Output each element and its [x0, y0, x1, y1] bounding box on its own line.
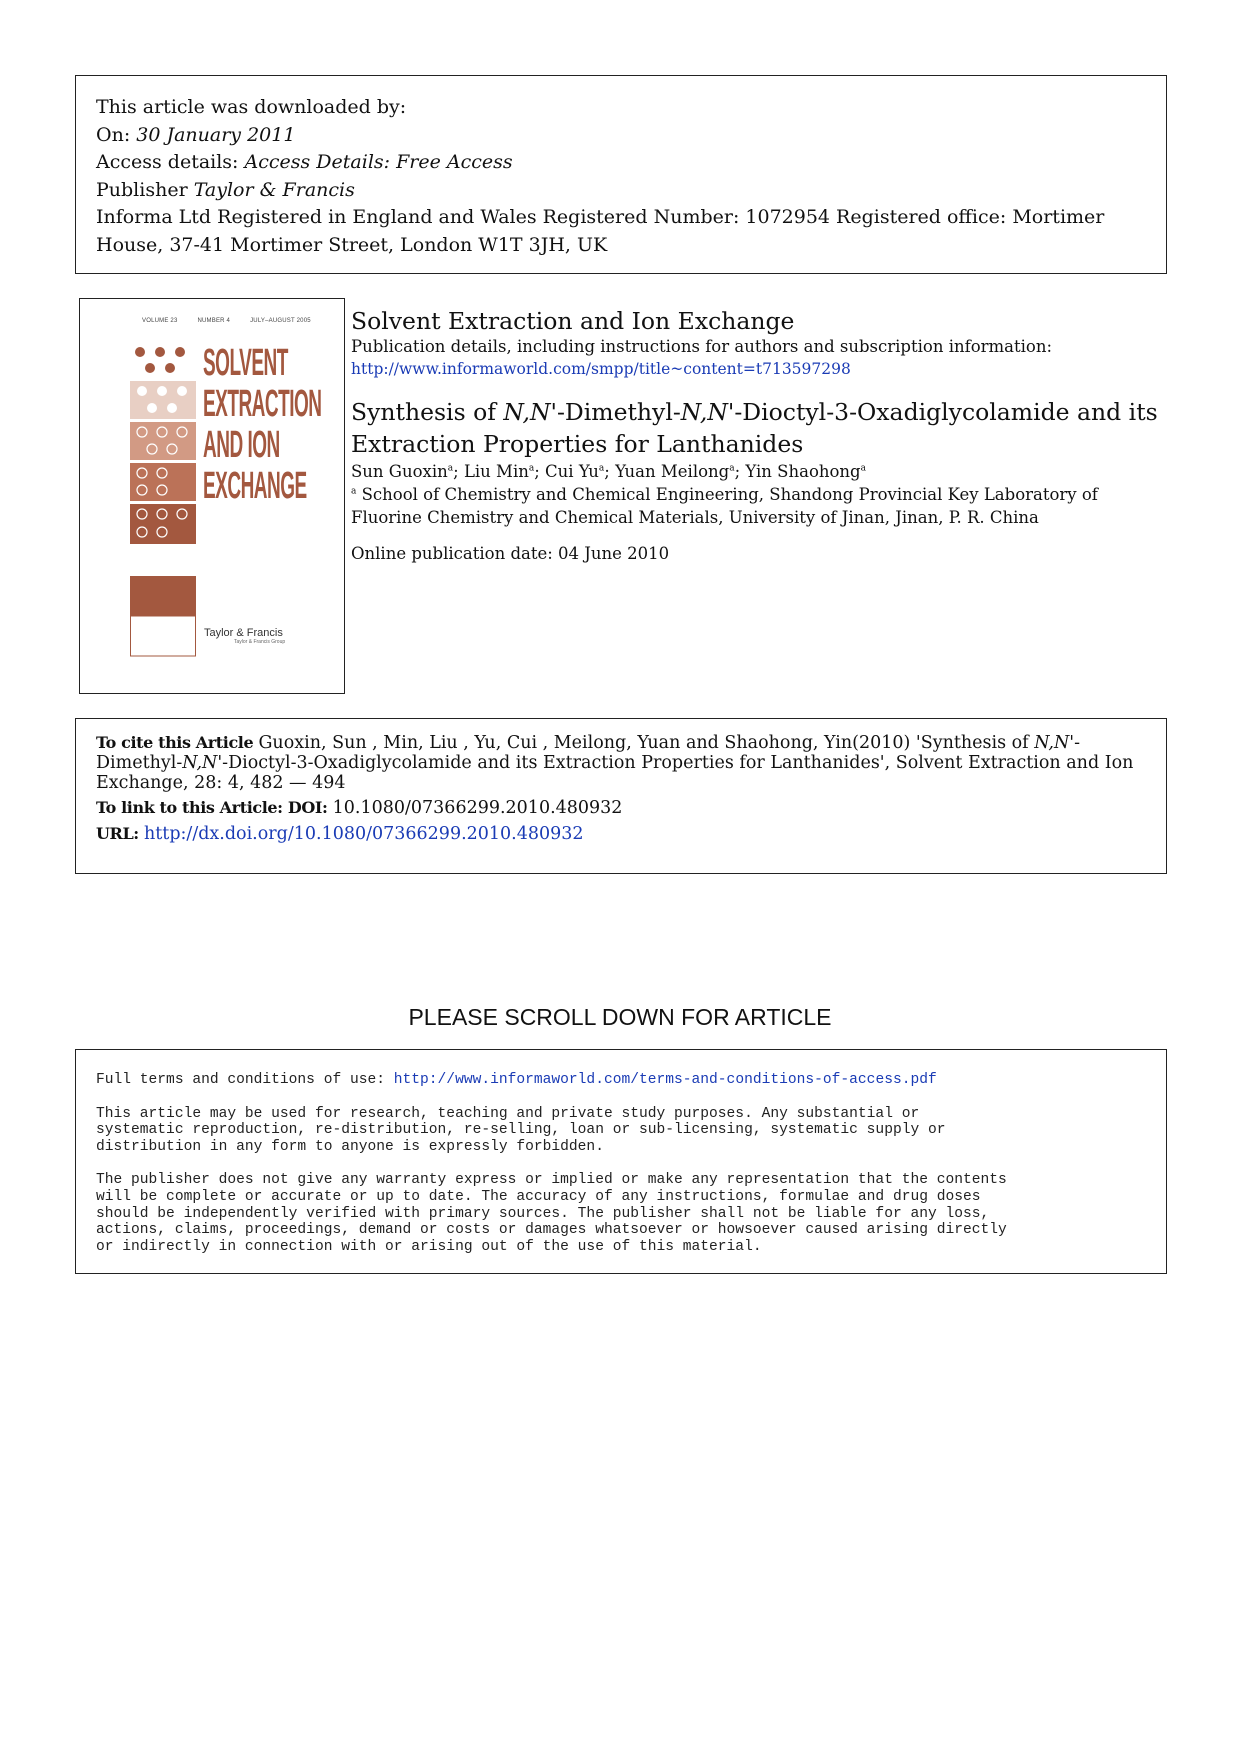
article-info: [351, 306, 1171, 565]
download-info-box: [75, 75, 1167, 274]
journal-cover-image: [79, 298, 345, 694]
access-details-value: Access Details: Free Access: [244, 151, 513, 173]
publisher-label: Publisher: [96, 178, 194, 201]
cover-pattern-graphic: [130, 344, 200, 714]
journal-url-link[interactable]: http://www.informaworld.com/smpp/title~content=t713597298: [351, 360, 851, 378]
cover-title: SOLVENT EXTRACTION AND ION EXCHANGE: [203, 342, 322, 507]
terms-url-link[interactable]: http://www.informaworld.com/terms-and-conditions-of-access.pdf: [393, 1072, 937, 1088]
scroll-notice: PLEASE SCROLL DOWN FOR ARTICLE: [408, 1004, 832, 1030]
registration-text: Informa Ltd Registered in England and Wales Registered Number: 1072954 Registered office: Mortimer House, 37-41 Mortimer Street, London W1T 3JH, UK: [96, 206, 1105, 256]
publisher-line: [96, 177, 1146, 205]
article-title: Synthesis of N,N'-Dimethyl-N,N'-Dioctyl-3-Oxadiglycolamide and its Extraction Properties for Lanthanides: [351, 398, 1158, 458]
journal-title: Solvent Extraction and Ion Exchange: [351, 307, 795, 335]
access-details-label: Access details:: [96, 151, 245, 173]
access-details-line: [96, 149, 1146, 177]
citation-text: To cite this Article Guoxin, Sun , Min, Liu , Yu, Cui , Meilong, Yuan and Shaohong, Yin(2010) 'Synthesis of N,N'-Dimethyl-N,N'-Dioctyl-3-Oxadiglycolamide and its Extraction Properties for Lanthanides', Solvent Extraction and Ion Exchange, 28: 4, 482 — 494: [96, 733, 1134, 793]
doi-url-link[interactable]: http://dx.doi.org/10.1080/07366299.2010.480932: [143, 824, 584, 844]
url-line: URL: http://dx.doi.org/10.1080/07366299.2010.480932: [96, 824, 584, 844]
downloaded-by-line: This article was downloaded by:: [96, 96, 407, 118]
cover-volume: VOLUME 23: [142, 318, 178, 324]
download-date-label: On:: [96, 123, 137, 146]
doi-value: 10.1080/07366299.2010.480932: [332, 798, 623, 818]
author-list: Sun Guoxin$^a$; Liu Min$^a$; Cui Yu$^a$; Yuan Meilong$^a$; Yin Shaohong$^a$: [351, 462, 866, 481]
online-publication-date: Online publication date: 04 June 2010: [351, 544, 670, 563]
terms-disclaimer-paragraph: The publisher does not give any warranty express or implied or make any representation that the contents will be complete or accurate or up to date. The accuracy of any instructions, formulae and drug doses should be independently verified with primary sources. The publisher shall not be liable for any loss, actions, claims, proceedings, demand or costs or damages whatsoever or howsoever caused arising directly or indirectly in connection with or arising out of the use of this material.: [96, 1172, 1007, 1255]
citation-box: [75, 718, 1167, 874]
terms-usage-paragraph: This article may be used for research, teaching and private study purposes. Any substantial or systematic reproduction, re-distribution, re-selling, loan or sub-licensing, systematic supply or distribution in any form to anyone is expressly forbidden.: [96, 1105, 946, 1155]
cover-publisher-logo: Taylor & Francis Taylor & Francis Group: [204, 627, 286, 645]
publication-details: Publication details, including instructions for authors and subscription information:: [351, 337, 1053, 356]
download-date-line: [96, 122, 1146, 150]
doi-line: To link to this Article: DOI: 10.1080/07366299.2010.480932: [96, 798, 623, 818]
cover-number: NUMBER 4: [197, 318, 231, 324]
download-date-value: 30 January 2011: [136, 123, 296, 146]
terms-url-line: Full terms and conditions of use: http://www.informaworld.com/terms-and-conditions-of-access.pdf: [96, 1072, 937, 1088]
cover-issue-meta: [142, 318, 331, 324]
terms-box: [75, 1049, 1167, 1274]
publisher-value: Taylor & Francis: [193, 178, 355, 201]
author-affiliation: $^a$ School of Chemistry and Chemical Engineering, Shandong Provincial Key Laboratory of Fluorine Chemistry and Chemical Materials, University of Jinan, Jinan, P. R. China: [351, 485, 1098, 527]
cover-date: JULY–AUGUST 2005: [250, 318, 311, 324]
